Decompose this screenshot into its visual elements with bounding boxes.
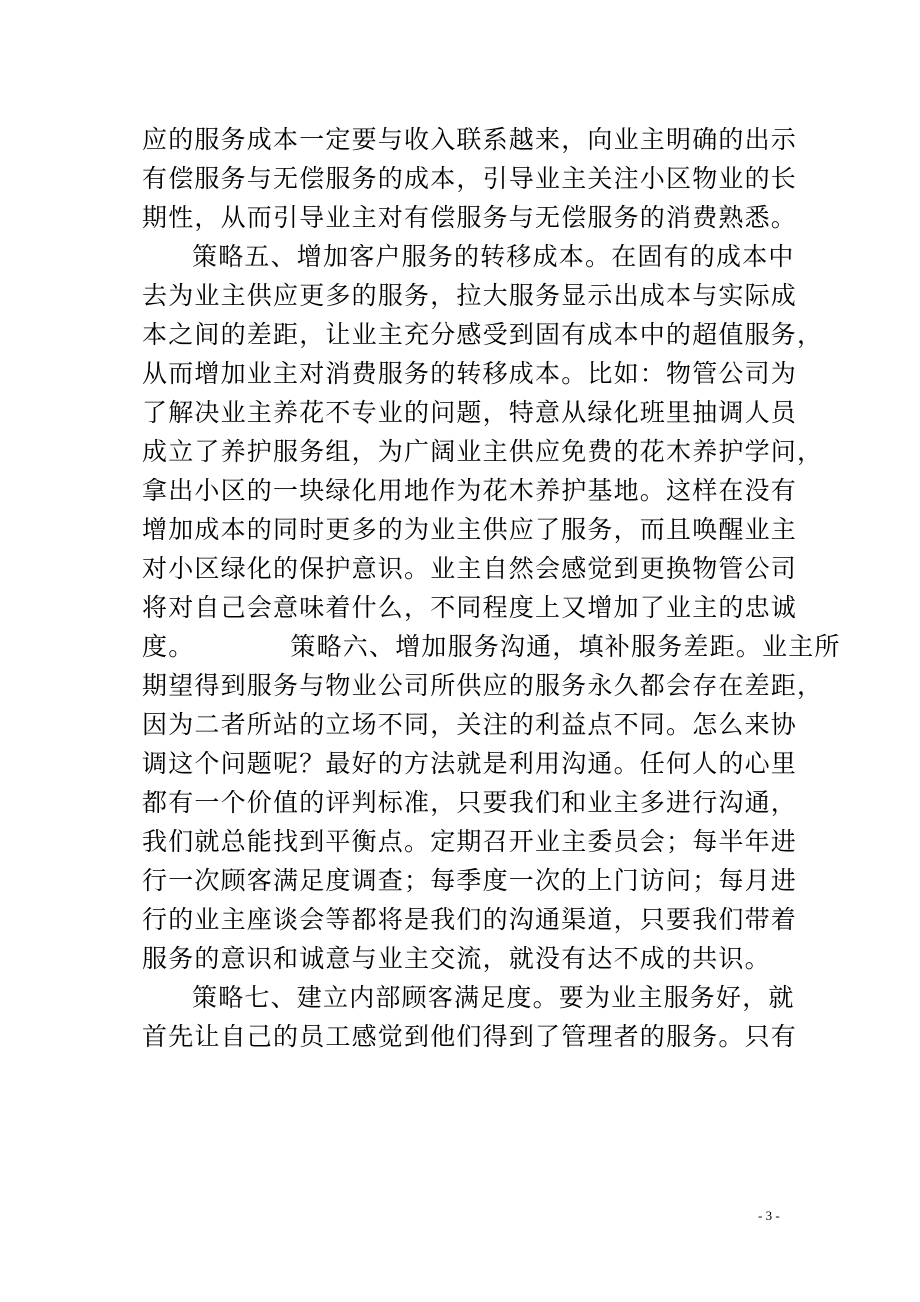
text-line-mixed <box>142 627 841 666</box>
text-line: 从而增加业主对消费服务的转移成本。比如：物管公司为 <box>142 359 798 388</box>
text-line: 首先让自己的员工感觉到他们得到了管理者的服务。只有 <box>142 1022 798 1051</box>
text-line: 期性，从而引导业主对有偿服务与无偿服务的消费熟悉。 <box>142 203 798 232</box>
text-line: 我们就总能找到平衡点。定期召开业主委员会；每半年进 <box>142 827 798 856</box>
paragraph-start-strategy-6: 策略六、增加服务沟通，填补服务差距。业主所 <box>290 632 841 661</box>
text-line: 应的服务成本一定要与收入联系越来，向业主明确的出示 <box>142 125 798 154</box>
text-line: 去为业主供应更多的服务，拉大服务显示出成本与实际成 <box>142 281 798 310</box>
page-number: - 3 - <box>758 1208 780 1223</box>
text-line: 了解决业主养花不专业的问题，特意从绿化班里抽调人员 <box>142 398 798 427</box>
text-line: 行一次顾客满足度调查；每季度一次的上门访问；每月进 <box>142 866 798 895</box>
text-line: 对小区绿化的保护意识。业主自然会感觉到更换物管公司 <box>142 554 798 583</box>
text-line: 因为二者所站的立场不同，关注的利益点不同。怎么来协 <box>142 710 798 739</box>
text-line: 本之间的差距，让业主充分感受到固有成本中的超值服务， <box>142 320 824 349</box>
text-line: 成立了养护服务组，为广阔业主供应免费的花木养护学问， <box>142 437 824 466</box>
text-line: 都有一个价值的评判标准，只要我们和业主多进行沟通， <box>142 788 798 817</box>
body-text <box>142 120 841 1056</box>
text-line: 将对自己会意味着什么，不同程度上又增加了业主的忠诚 <box>142 593 798 622</box>
text-line: 期望得到服务与物业公司所供应的服务永久都会存在差距， <box>142 671 824 700</box>
text-line: 调这个问题呢？最好的方法就是利用沟通。任何人的心里 <box>142 749 798 778</box>
text-line: 有偿服务与无偿服务的成本，引导业主关注小区物业的长 <box>142 164 798 193</box>
text-line: 服务的意识和诚意与业主交流，就没有达不成的共识。 <box>142 944 771 973</box>
text-line: 增加成本的同时更多的为业主供应了服务，而且唤醒业主 <box>142 515 798 544</box>
text-line: 拿出小区的一块绿化用地作为花木养护基地。这样在没有 <box>142 476 798 505</box>
paragraph-end-text: 度。 <box>142 632 195 661</box>
paragraph-start-strategy-5: 策略五、增加客户服务的转移成本。在固有的成本中 <box>192 242 795 271</box>
paragraph-start-strategy-7: 策略七、建立内部顾客满足度。要为业主服务好，就 <box>192 983 795 1012</box>
text-line: 行的业主座谈会等都将是我们的沟通渠道，只要我们带着 <box>142 905 798 934</box>
